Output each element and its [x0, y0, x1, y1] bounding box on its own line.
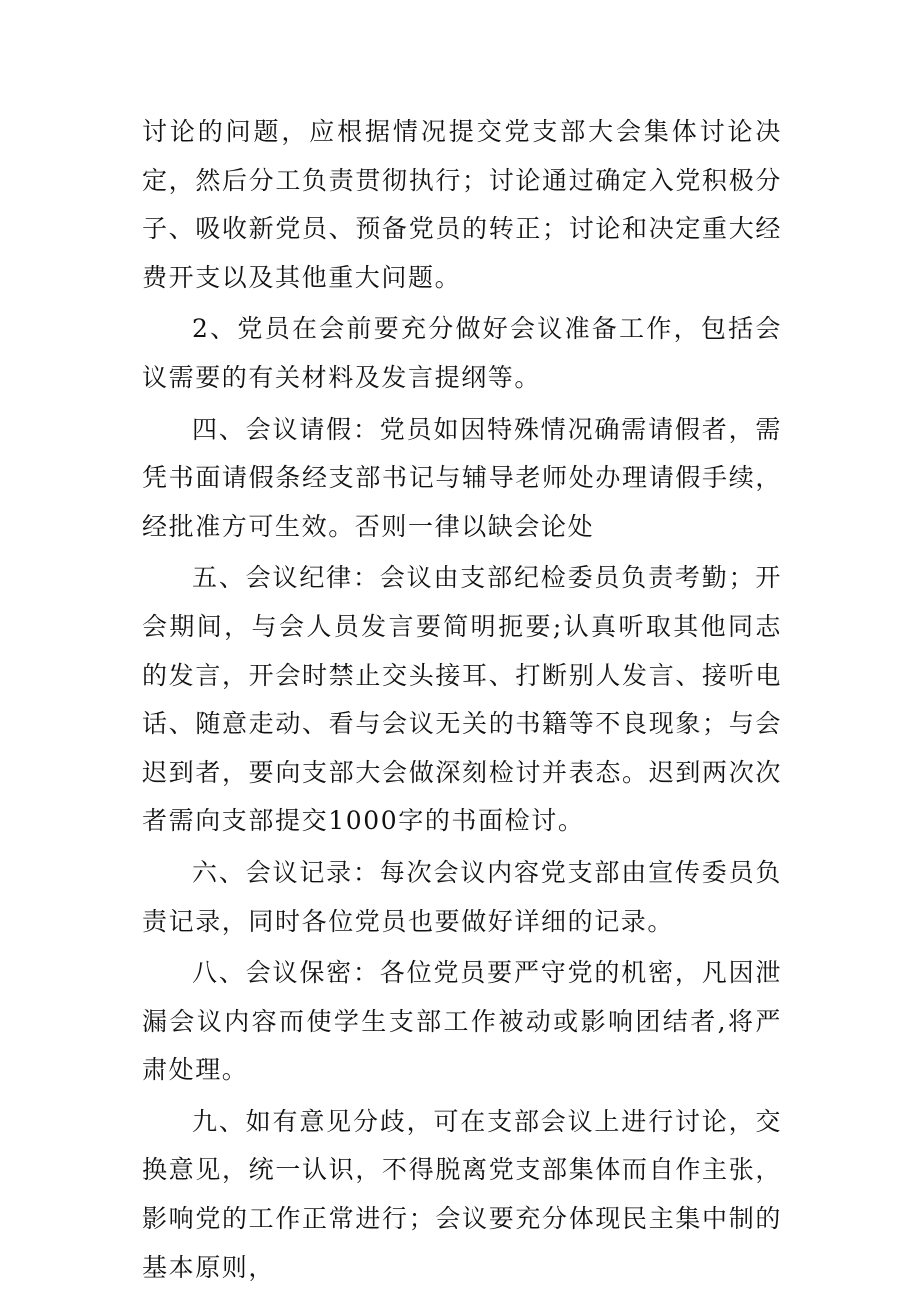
paragraph-leave-request: 四、会议请假：党员如因特殊情况确需请假者，需凭书面请假条经支部书记与辅导老师处办理请假手续，经批准方可生效。否则一律以缺会论处	[142, 414, 782, 541]
paragraph-meeting-minutes: 六、会议记录：每次会议内容党支部由宣传委员负责记录，同时各位党员也要做好详细的记录。	[142, 857, 782, 936]
paragraph-meeting-discipline: 五、会议纪律：会议由支部纪检委员负责考勤；开会期间，与会人员发言要简明扼要;认真听取其他同志的发言，开会时禁止交头接耳、打断别人发言、接听电话、随意走动、看与会议无关的书籍等不良现象；与会迟到者，要向支部大会做深刻检讨并表态。迟到两次次者需向支部提交1000字的书面检讨。	[142, 563, 782, 836]
document-body	[142, 108, 782, 1295]
paragraph-confidentiality: 八、会议保密：各位党员要严守党的机密，凡因泄漏会议内容而使学生支部工作被动或影响团结者,将严肃处理。	[142, 958, 782, 1085]
paragraph-continued-discussion: 讨论的问题，应根据情况提交党支部大会集体讨论决定，然后分工负责贯彻执行；讨论通过确定入党积极分子、吸收新党员、预备党员的转正；讨论和决定重大经费开支以及其他重大问题。	[142, 117, 782, 292]
paragraph-disagreements: 九、如有意见分歧，可在支部会议上进行讨论，交换意见，统一认识，不得脱离党支部集体而自作主张，影响党的工作正常进行；会议要充分体现民主集中制的基本原则，	[142, 1106, 782, 1282]
paragraph-meeting-preparation: 2、党员在会前要充分做好会议准备工作，包括会议需要的有关材料及发言提纲等。	[142, 314, 782, 392]
